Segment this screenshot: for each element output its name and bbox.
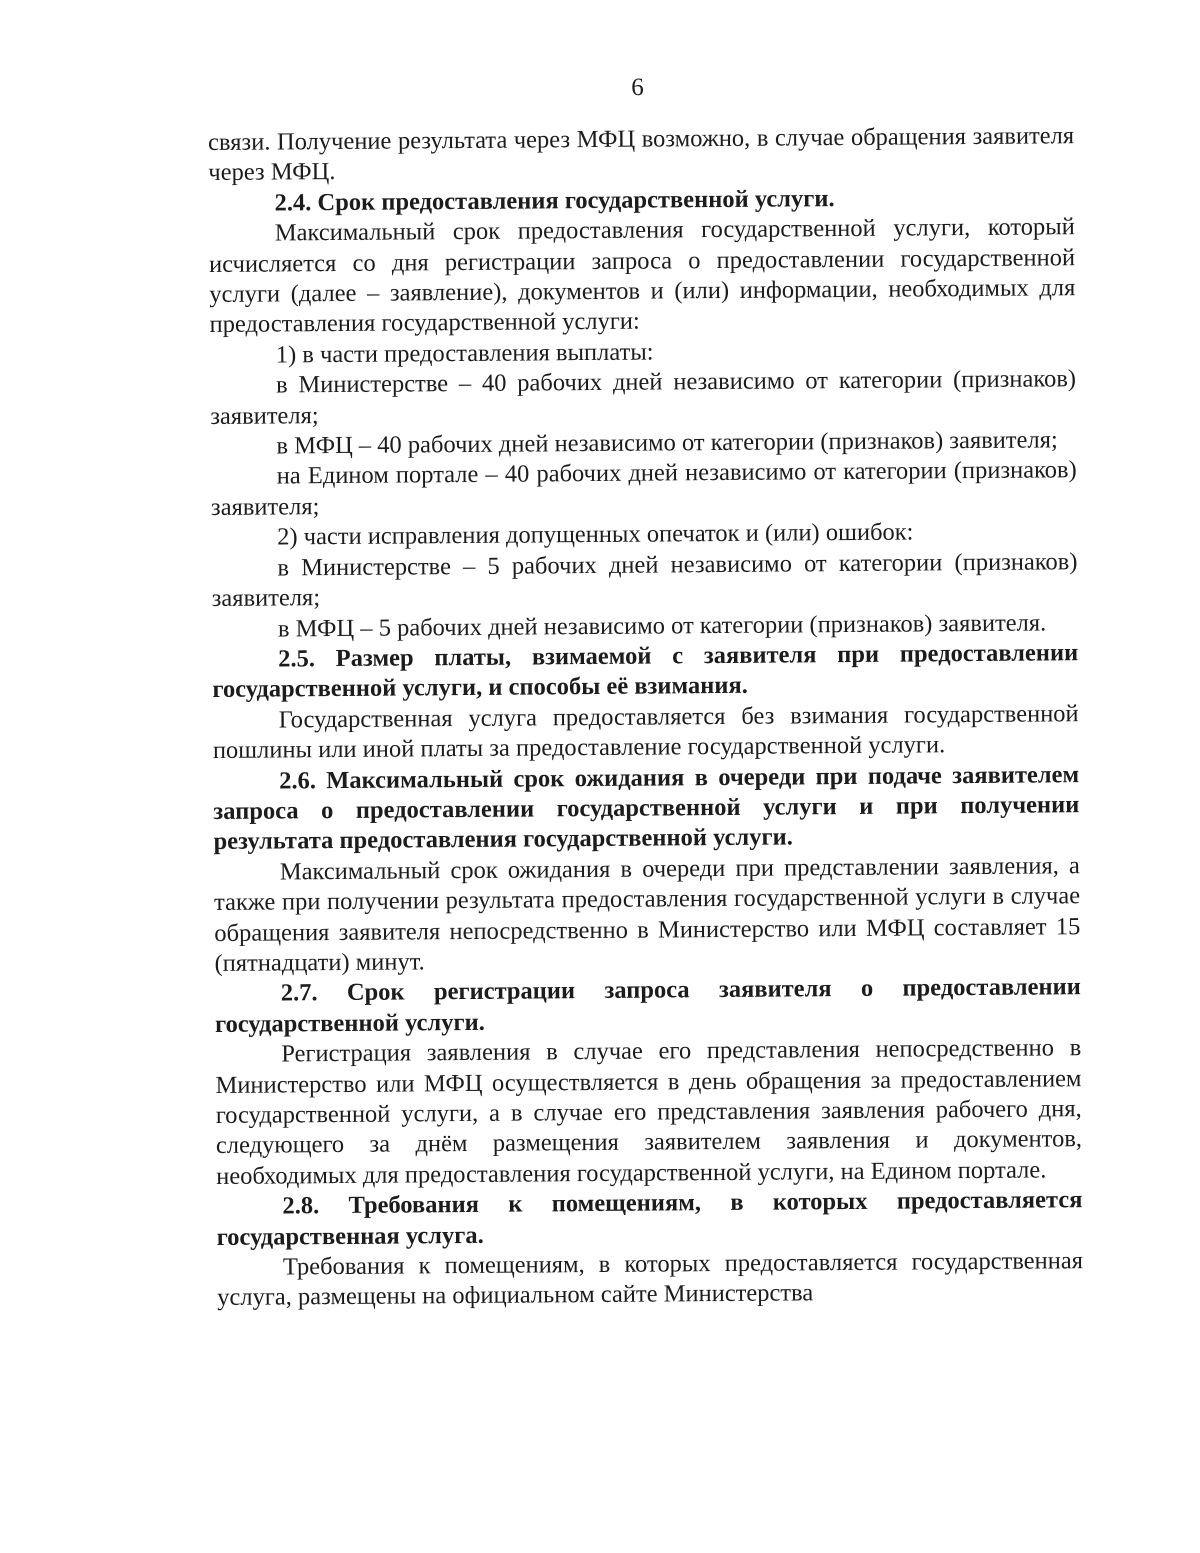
paragraph: Государственная услуга предоставляется без взимания государственной пошлины или иной платы за предоставление государственной услуги. [212,699,1079,765]
section-heading-2-7: 2.7. Срок регистрации запроса заявителя о предоставлении государственной услуги. [214,973,1081,1038]
section-heading-2-5: 2.5. Размер платы, взимаемой с заявителя при предоставлении государственной услуги, и способы её взимания. [212,639,1079,704]
paragraph: Требования к помещениям, в которых предоставляется государственная услуга, размещены на официальном сайте Министерства [217,1247,1084,1312]
list-item: в МФЦ – 40 рабочих дней независимо от категории (признаков) заявителя; [276,426,1058,460]
section-heading-2-6: 2.6. Максимальный срок ожидания в очереди при подаче заявителем запроса о предоставлении государственной услуги и при получении результата предоставления государственной услуги. [213,760,1080,856]
paragraph: Максимальный срок предоставления государственной услуги, который исчисляется со дня регистрации запроса о предоставлении государственной услуги (далее – заявление), документов и (или) информации, необходимых для предоставления государственной услуги: [208,213,1076,339]
list-item: на Едином портале – 40 рабочих дней независимо от категории (признаков) заявителя; [210,456,1077,521]
paragraph-continuation: связи. Получение результата через МФЦ возможно, в случае обращения заявителя через МФЦ. [208,122,1075,187]
list-item: в МФЦ – 5 рабочих дней независимо от категории (признаков) заявителя. [277,608,1047,642]
section-heading-2-4: 2.4. Срок предоставления государственной услуги. [274,184,835,217]
paragraph: Регистрация заявления в случае его представления непосредственно в Министерство или МФЦ осуществляется в день обращения за предоставлением государственной услуги, а в случае его представления заявления рабочего дня, следующего за днём размещения заявителем заявления и документов, необходимых для предоставления государственной услуги, на Едином портале. [215,1034,1083,1190]
paragraph: Максимальный срок ожидания в очереди при представлении заявления, а также при получении результата предоставления государственной услуги в случае обращения заявителя непосредственно в Министерство или МФЦ составляет 15 (пятнадцати) минут. [213,851,1081,977]
list-item: в Министерстве – 5 рабочих дней независимо от категории (признаков) заявителя; [211,547,1078,613]
page-number: 6 [631,74,644,101]
document-body [208,121,1083,1314]
list-item: 1) в части предоставления выплаты: [275,338,654,369]
list-item: в Министерстве – 40 рабочих дней независимо от категории (признаков) заявителя; [210,365,1077,430]
list-item: 2) части исправления допущенных опечаток и (или) ошибок: [277,518,914,551]
section-heading-2-8: 2.8. Требования к помещениям, в которых предоставляется государственная услуга. [216,1186,1083,1251]
